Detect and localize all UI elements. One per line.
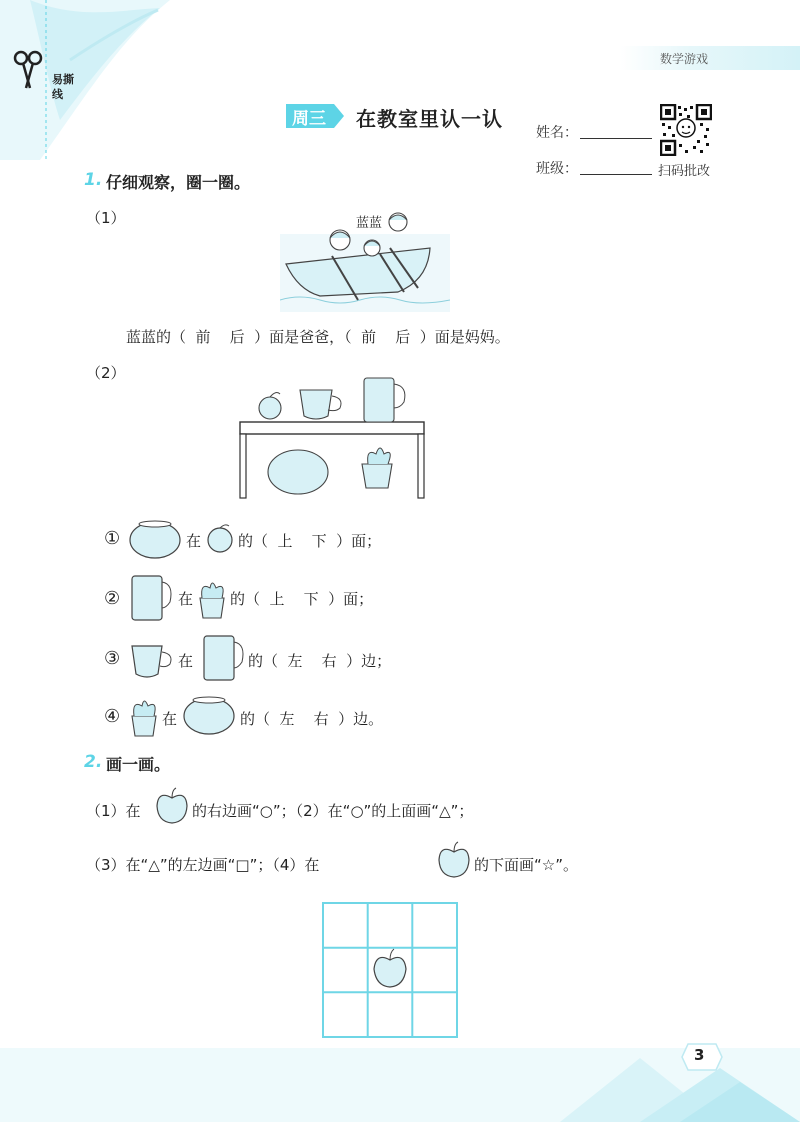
item-1-choice[interactable]: 的（ 上 下 ）面； (238, 532, 382, 550)
section-bar (620, 46, 800, 70)
question-2-prompt: 画一画。 (106, 755, 171, 774)
item-2-word-at: 在 (178, 590, 194, 608)
name-label: 姓名： (536, 125, 578, 141)
item-2-number: ② (104, 588, 121, 609)
class-field[interactable] (580, 174, 652, 175)
item-1-word-at: 在 (186, 532, 202, 550)
q1-part2-label: （2） (86, 364, 126, 382)
q2-line1-end: 的右边画“○”；（2）在“○”的上面画“△”； (192, 802, 474, 820)
item-3-number: ③ (104, 648, 121, 669)
question-1-number: 1. (84, 170, 103, 190)
item-2-choice[interactable]: 的（ 上 下 ）面； (230, 590, 374, 608)
q1-part1-sentence[interactable]: 蓝蓝的（ 前 后 ）面是爸爸，（ 前 后 ）面是妈妈。 (126, 328, 510, 346)
item-4-choice[interactable]: 的（ 左 右 ）边。 (240, 710, 384, 728)
class-label: 班级： (536, 161, 578, 177)
potted-plant-icon-2 (128, 694, 160, 738)
item-1-number: ① (104, 528, 121, 549)
potted-plant-icon (196, 576, 228, 620)
week-tag: 周三 (292, 109, 326, 129)
apple-icon (154, 786, 190, 826)
name-field[interactable] (580, 138, 652, 139)
item-3-word-at: 在 (178, 652, 194, 670)
item-4-number: ④ (104, 706, 121, 727)
orange-icon (206, 522, 234, 554)
question-2-number: 2. (84, 752, 103, 772)
cup-icon (128, 642, 174, 680)
q1-part1-label: （1） (86, 209, 126, 227)
item-3-choice[interactable]: 的（ 左 右 ）边； (248, 652, 392, 670)
qr-code-icon[interactable] (660, 104, 712, 156)
page-number: 3 (694, 1046, 705, 1064)
kettle-icon-2 (200, 632, 246, 684)
fishbowl-icon-2 (182, 694, 236, 736)
shelf-illustration (236, 368, 428, 502)
q2-line1-start: （1）在 (86, 802, 141, 820)
section-label: 数学游戏 (660, 52, 709, 66)
page-title: 在教室里认一认 (356, 107, 503, 131)
fishbowl-icon (128, 518, 182, 560)
item-4-word-at: 在 (162, 710, 178, 728)
q2-line2-start: （3）在“△”的左边画“□”；（4）在 (86, 856, 320, 874)
drawing-grid[interactable] (322, 902, 458, 1038)
apple-icon-2 (436, 840, 472, 880)
kettle-icon (128, 572, 174, 624)
scissors-icon (8, 48, 48, 128)
lanlan-caption: 蓝蓝 (356, 216, 383, 231)
tear-line-label: 易撕线 (52, 73, 74, 101)
question-1-prompt: 仔细观察，圈一圈。 (106, 173, 251, 192)
q2-line2-end: 的下面画“☆”。 (474, 856, 578, 874)
qr-caption: 扫码批改 (658, 164, 711, 179)
